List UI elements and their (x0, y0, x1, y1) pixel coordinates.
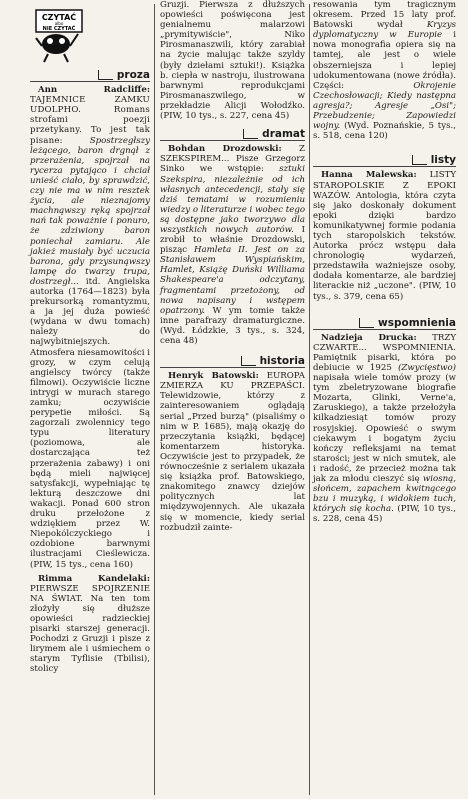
review-drucka-title: TRZY CZWARTE... WSPOMNIENIA. Pamiętnik pisarki, która po debiucie w 1925 (313, 332, 456, 373)
review-radcliffe-body: itd. Angielska autorka (1764—1823) była prekursorką romantyzmu, a ja jej duża powieść (wydana w dwu tomach) należy do najwybitniejszych. Atmosfera niesamowitości i grozy, w czym celują angielscy twórcy (także filmowi). Oczywiście liczne intrygi w murach starego zamku; oczywiście perypetie miłości. Są zagorzali zwolennicy tego typu literatury (poziomowa, ale dostarczająca też przerażenia zabawy) i oni będą mieli najwięcej satysfakcji, wypełniając tę lekturą deszczowe dni wakacji. Ponad 600 stron druku przełożone z wdziękiem przez W. Niepokólczyckiego i ozdobione barwnymi ilustracjami Cieślewicza. (PIW, 15 tys., cena 160) (30, 276, 150, 570)
review-drozdowski-mid: I zrobił to właśnie Drozdowski, pisząc (160, 224, 305, 256)
review-drucka-rest: napisała wiele tomów prozy (w tym zbeletryzowane biografie Mozarta, Glinki, Verne'a, Zaruskiego), a także przełożyła kilkadziesiąt tomów prozy rosyjskiej. Opowieść o swym ciekawym i bogatym życiu kończy refleksjami na temat starości; jest w nich smutek, ale i radość, że przecież można tak jak za młodu cieszyć się (313, 373, 456, 485)
author-radcliffe: Ann Radcliffe: (38, 85, 150, 96)
czytac-logo (34, 4, 88, 64)
review-batowski-body: EUROPA ZMIERZA KU PRZEPAŚCI. Telewidzowie, którzy z zainteresowaniem oglądają serial „Przed burzą" (pisaliśmy o nim w P. 1685), mają okazję do przeczytania książki, będącej komentarzem historyka. Oczywiście jest to przypadek, że równocześnie z serialem ukazała się książka prof. Batowskiego, znakomitego znawcy dziejów politycznych lat międzywojennych. Ale ukazała się w momencie, kiedy serial rozbudził zainte- (160, 371, 305, 533)
author-malewska: Hanna Malewska: (321, 170, 417, 181)
author-drozdowski: Bohdan Drozdowski: (168, 144, 282, 155)
review-kandelaki-body: PIERWSZE SPOJRZENIE NA ŚWIAT. Na ten tom złożyły się dłuższe opowieści radzieckiej pisarki starszej generacji. Pochodzi z Gruzji i pisze z lirymem ale i uśmiechem o starym Tyflisie (Tbilisi), stolicy (30, 583, 150, 675)
review-malewska-body: LISTY STAROPOLSKIE Z EPOKI WAZÓW. Antologia, która czyta się jako doskonały dokument epoki dzięki bardzo komunikatywnej formie podania tych staropolskich tekstów. Autorka prócz wstępu dała chronologię wydarzeń, przedstawiła ważniejsze osoby, dodała komentarze, ale bardziej literackie niż „uczone". (PIW, 10 tys., s. 379, cena 65) (313, 170, 456, 302)
review-radcliffe-quote: Spostrzegłszy leżącego, baron drgnął z przerażenia, spojrzał na rycerza pytająco i chciał unieść ciało, by sprawdzić, czy nie ma w nim resztek życia, ale nieznajomy machnąwszy ręką spojrzał nań tak poważnie i ponuro, że zdziwiony baron poniechał zamiaru. Ale jakież musiały być uczucia barona, gdy przysunąwszy lampę do twarzy trupa, dostrzegł... (30, 135, 150, 287)
review-drozdowski-quote: sztuki Szekspira, niezależnie od ich własnych antecedencji, stały się dziś tematami w rozumieniu wiedzy o literaturze i wobec tego są dostępne jako tworzywo dla wszystkich nowych autorów. (160, 164, 306, 235)
section-dramat: dramat (160, 129, 305, 139)
review-batowski-rest: i nowa monografia opiera się na tamtej, ale jest o wiele obszerniejsza i lepiej udokumentowana (nowe źródła). Części: (313, 30, 456, 91)
review-drozdowski-rest: W ym tomie także inne parafrazy dramaturgiczne. (Wyd. Łódzkie, 3 tys., s. 324, cena 48) (160, 305, 305, 346)
logo-line2: albo (54, 21, 64, 26)
review-batowski-book: Kryzys dyplomatyczny w Europie (313, 20, 456, 41)
review-drozdowski-title: Z SZEKSPIREM... Pisze Grzegorz Sinko we wstępie: (160, 144, 305, 175)
section-historia: historia (160, 356, 305, 366)
review-batowski-continued: resowania tym tragicznym okresem. Przed 15 laty prof. Batowski wydał (313, 0, 456, 31)
section-listy: listy (313, 155, 456, 165)
review-kandelaki-continued: Gruzji. Pierwsza z dłuższych opowieści poświęcona jest genialnemu malarzowi „prymitywiście", Niko Pirosmanaszwili, który zarabiał na życie malując także szyldy (były dziełami sztuki!). Książka b. ciepła w nastroju, ilustrowana barwnymi reprodukcjami Pirosmanaszwilego, w przekładzie Alicji Wołodźko. (PIW, 10 tys., s. 227, cena 45) (160, 0, 305, 122)
column-rule-1 (154, 4, 155, 795)
section-wspomnienia: wspomnienia (313, 318, 456, 328)
column-2 (160, 0, 305, 533)
review-drucka-end: (PIW, 10 tys., s. 228, cena 45) (313, 504, 457, 525)
review-batowski-end: (Wyd. Poznańskie, 5 tys., s. 518, cena 120) (313, 121, 456, 142)
logo-line1: CZYTAĆ (41, 13, 77, 22)
author-batowski: Henryk Batowski: (168, 371, 259, 382)
logo-line3: NIE CZYTAĆ (42, 26, 76, 32)
column-3 (313, 0, 456, 525)
section-proza: proza (30, 70, 150, 80)
author-drucka: Nadzieja Drucka: (321, 332, 417, 343)
review-batowski-parts: Okrojenie Czechosłowacji; Kiedy następna agresja?; Agresje „Osi"; Przebudzenie; Zapowiedzi wojny. (313, 80, 456, 132)
review-drozdowski-quote2: Hamleta II. Jest on za Stanisławem Wyspiańskim, Hamlet, Książę Duński Williama Shakespeare'a odczytany, fragmentami przetożony, od nowa napisany i wstępem opatrzony. (160, 245, 305, 316)
author-kandelaki: Rimma Kandelaki: (38, 573, 150, 584)
review-drucka-quote: wiosną, słońcem, zapachem kwitnącego bzu i muzyką, i widokiem tuch, których się kocha. (313, 474, 457, 515)
review-radcliffe-title: TAJEMNICE ZAMKU UDOLPHO. Romans strofami poezji przetykany. To jest tak pisane: (30, 95, 150, 146)
column-rule-2 (309, 4, 310, 795)
review-drucka-debut: (Zwycięstwo) (398, 363, 456, 373)
column-1 (30, 0, 150, 675)
book-person-icon (34, 4, 88, 64)
